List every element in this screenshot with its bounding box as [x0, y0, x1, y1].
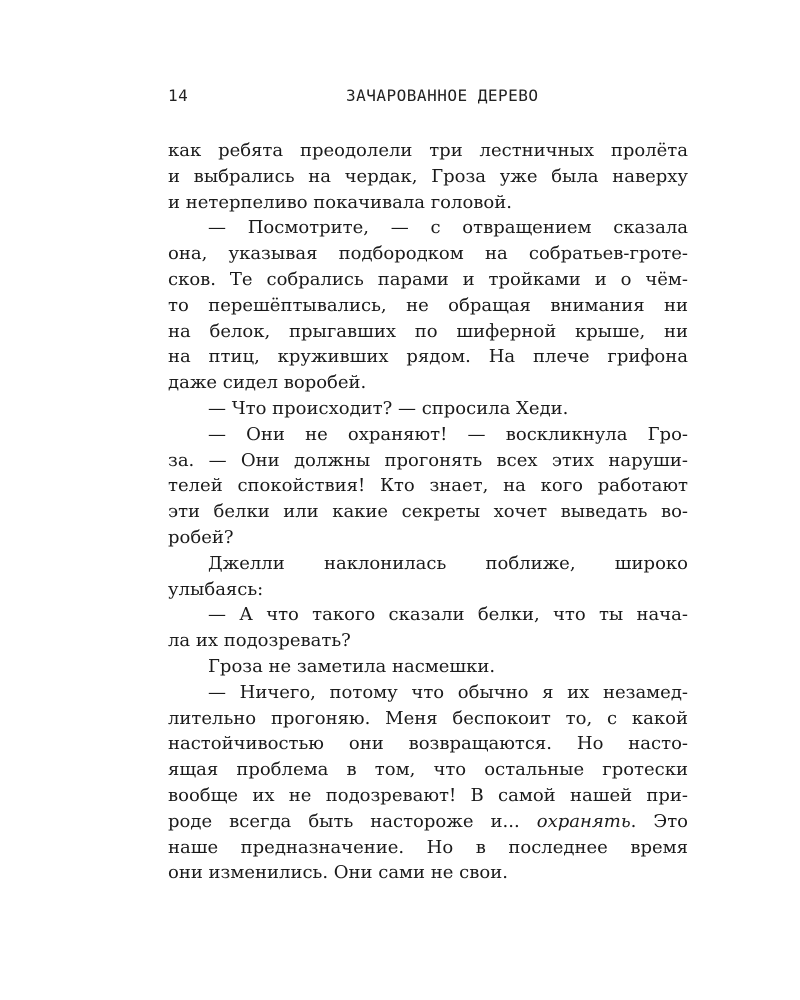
emphasis-text: охранять	[536, 810, 631, 832]
text-line: ла их подозревать?	[168, 630, 351, 652]
text-line: робей?	[168, 526, 234, 548]
book-title: ЗАЧАРОВАННОЕ ДЕРЕВО	[346, 86, 539, 105]
text-line: Гроза не заметила насмешки.	[208, 655, 496, 677]
text-line: — Ничего, потому что обычно я их незамед-	[208, 681, 688, 703]
text-line: даже сидел воробей.	[168, 372, 367, 394]
text-fragment: . Это	[630, 810, 688, 832]
text-line: то перешёптывались, не обращая внимания ни	[168, 294, 688, 316]
text-line: они изменились. Они сами не свои.	[168, 862, 508, 884]
text-line: — Что происходит? — спросила Хеди.	[208, 397, 569, 419]
text-line: на птиц, круживших рядом. На плече грифона	[168, 346, 688, 368]
text-line: за. — Они должны прогонять всех этих наруши-	[168, 449, 688, 471]
text-line: вообще их не подозревают! В самой нашей при-	[168, 784, 688, 806]
text-line: лительно прогоняю. Меня беспокоит то, с какой	[168, 707, 688, 729]
text-line: и нетерпеливо покачивала головой.	[168, 191, 512, 213]
text-line: ящая проблема в том, что остальные гротески	[168, 759, 688, 781]
text-line: улыбаясь:	[168, 578, 264, 600]
text-line: на белок, прыгавших по шиферной крыше, ни	[168, 320, 688, 342]
page-number: 14	[168, 86, 189, 105]
text-line: Джелли наклонилась поближе, широко	[208, 552, 688, 574]
text-line: настойчивостью они возвращаются. Но насто-	[168, 733, 688, 755]
text-fragment: роде всегда быть настороже и...	[168, 810, 520, 832]
text-line: — А что такого сказали белки, что ты нача-	[208, 604, 688, 626]
text-line: сков. Те собрались парами и тройками и о чём-	[168, 268, 688, 290]
text-line: телей спокойствия! Кто знает, на кого работают	[168, 475, 688, 497]
text-line: она, указывая подбородком на собратьев-гроте-	[168, 243, 688, 265]
text-line: как ребята преодолели три лестничных пролёта	[168, 140, 688, 161]
text-line	[168, 809, 688, 835]
text-line: наше предназначение. Но в последнее время	[168, 836, 688, 858]
running-header	[168, 86, 688, 110]
body-text	[168, 138, 688, 886]
text-line: — Посмотрите, — с отвращением сказала	[208, 217, 688, 239]
text-line: — Они не охраняют! — воскликнула Гро-	[208, 423, 688, 445]
text-line: эти белки или какие секреты хочет выведать во-	[168, 501, 688, 523]
text-line: и выбрались на чердак, Гроза уже была наверху	[168, 165, 688, 187]
